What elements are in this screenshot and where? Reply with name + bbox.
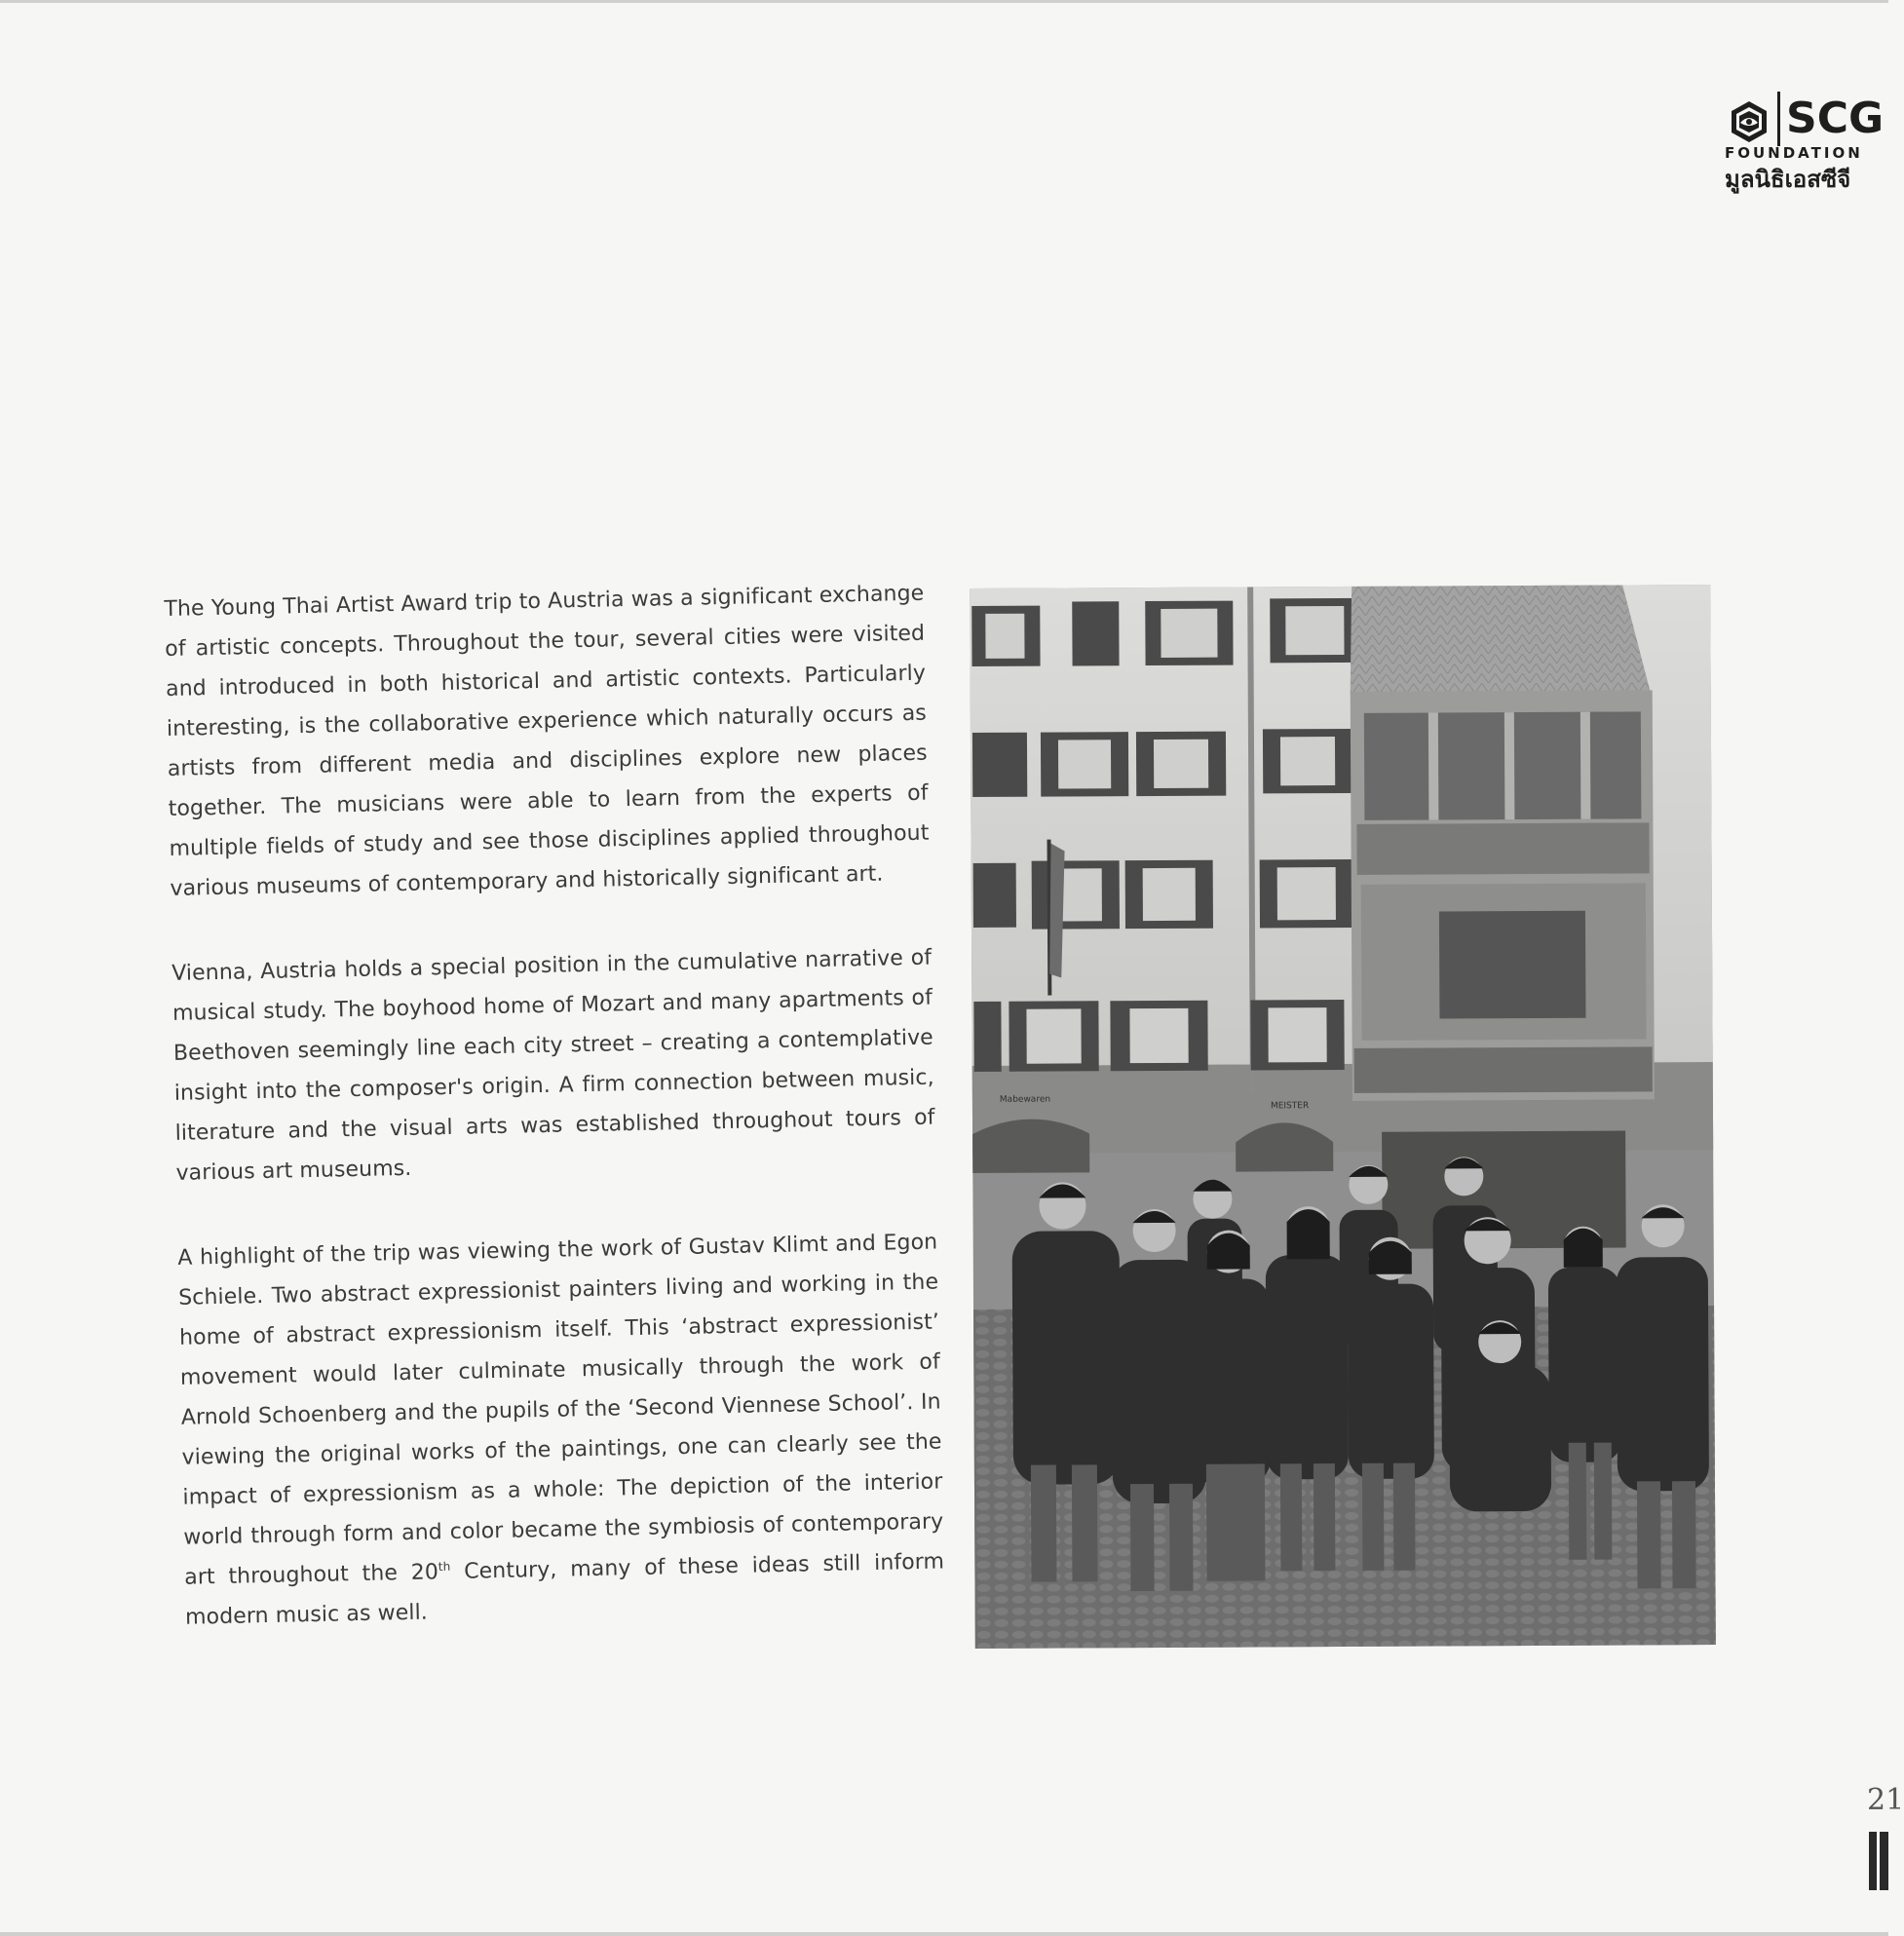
ordinal-superscript: th xyxy=(438,1559,451,1574)
top-edge-rule xyxy=(0,0,1888,3)
article-body xyxy=(164,574,946,1683)
scg-emblem-icon xyxy=(1727,99,1771,144)
logo-brand-text: SCG xyxy=(1777,92,1884,146)
article-paragraph-1: The Young Thai Artist Award trip to Austria was a significant exchange of artistic concepts. Throughout the tour, several cities were visited and introduced in both historical and artistic contexts. Particularly interesting, is the collaborative experience which naturally occurs as artists from different media and disciplines explore new places together. The musicians were able to learn from the experts of multiple fields of study and see those disciplines applied throughout various museums of contemporary and historically significant art. xyxy=(164,581,930,901)
logo-thai-text: มูลนิธิเอสซีจี xyxy=(1725,166,1851,193)
page-number: 21 xyxy=(1867,1783,1904,1817)
upper-loggia xyxy=(1364,711,1642,819)
logo-foundation-text: FOUNDATION xyxy=(1725,144,1863,162)
article-paragraph-3 xyxy=(177,1223,945,1638)
bay-window xyxy=(1439,911,1586,1019)
carved-balustrade xyxy=(1356,822,1649,875)
scg-foundation-logo xyxy=(1723,94,1888,195)
paragraph-3-text-end: Century, many of these ideas still inform modern music as well. xyxy=(184,1549,945,1630)
lower-balustrade xyxy=(1354,1046,1653,1093)
group-photo xyxy=(970,585,1716,1649)
article-paragraph-2: Vienna, Austria holds a special position in the cumulative narrative of musical study. The boyhood home of Mozart and many apartments of Beethoven seemingly line each city street – creating a contemplative insight into the composer's origin. A firm connection between music, literature and the visual arts was established throughout tours of various art museums. xyxy=(171,945,935,1186)
page-edge-mark xyxy=(1869,1832,1888,1890)
paragraph-3-text: A highlight of the trip was viewing the work of Gustav Klimt and Egon Schiele. Two abstract expressionist painters living and working in the home of abstract expressionism itself. This ‘abstract expressionist’ movement would later culminate musically through the work of Arnold Schoenberg and the pupils of the ‘Second Viennese School’. In viewing the original works of the paintings, one can clearly see the impact of expressionism as a whole: The depiction of the interior world through form and color became the symbiosis of contemporary art throughout the 20 xyxy=(177,1230,944,1590)
shop-sign-right: MEISTER xyxy=(1270,1101,1310,1112)
shop-sign-left: Mabewaren xyxy=(999,1094,1051,1105)
group-photo-illustration xyxy=(970,585,1716,1649)
golden-roof xyxy=(1350,585,1651,694)
bottom-edge-rule xyxy=(0,1932,1888,1936)
arcade-arch-left xyxy=(972,1119,1089,1173)
